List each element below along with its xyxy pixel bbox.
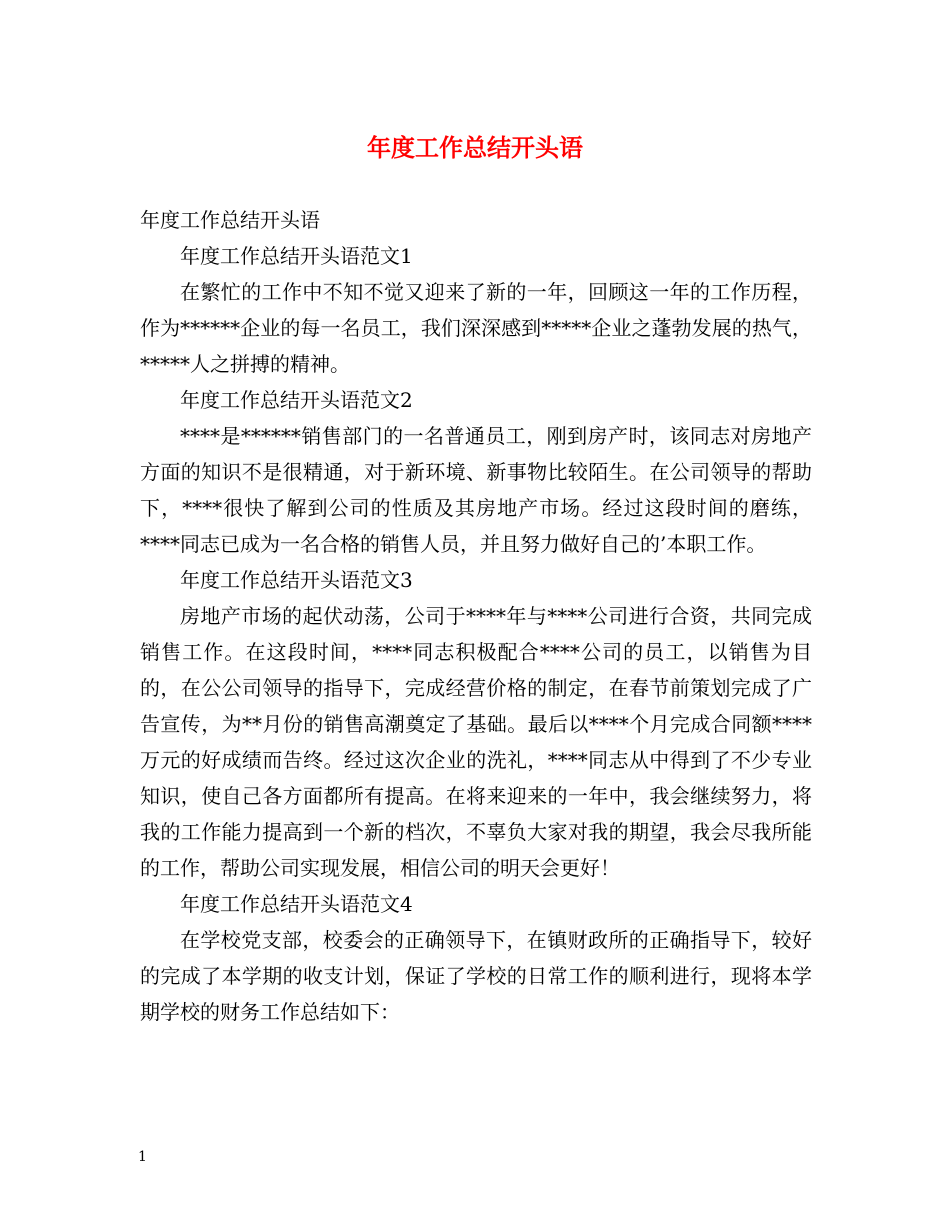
section-heading-1: 年度工作总结开头语范文1 <box>180 244 413 268</box>
document-title: 年度工作总结开头语 <box>367 133 583 162</box>
document-body <box>140 202 812 1030</box>
paragraph-1: 在繁忙的工作中不知不觉又迎来了新的一年，回顾这一年的工作历程，作为******企业的每一名员工，我们深深感到*****企业之蓬勃发展的热气，*****人之拼搏的精神。 <box>140 280 812 376</box>
section-heading-4: 年度工作总结开头语范文4 <box>180 892 413 916</box>
page-number: 1 <box>138 1149 147 1165</box>
paragraph-3: 房地产市场的起伏动荡，公司于****年与****公司进行合资，共同完成销售工作。在这段时间，****同志积极配合****公司的员工，以销售为目的，在公公司领导的指导下，完成经营价格的制定，在春节前策划完成了广告宣传，为**月份的销售高潮奠定了基础。最后以****个月完成合同额****万元的好成绩而告终。经过这次企业的洗礼，****同志从中得到了不少专业知识，使自己各方面都所有提高。在将来迎来的一年中，我会继续努力，将我的工作能力提高到一个新的档次，不辜负大家对我的期望，我会尽我所能的工作，帮助公司实现发展，相信公司的明天会更好！ <box>140 604 812 880</box>
section-heading-2: 年度工作总结开头语范文2 <box>180 388 413 412</box>
body-heading: 年度工作总结开头语 <box>140 208 320 232</box>
section-heading-3: 年度工作总结开头语范文3 <box>180 568 413 592</box>
paragraph-2: ****是******销售部门的一名普通员工，刚到房产时，该同志对房地产方面的知识不是很精通，对于新环境、新事物比较陌生。在公司领导的帮助下，****很快了解到公司的性质及其房地产市场。经过这段时间的磨练，****同志已成为一名合格的销售人员，并且努力做好自己的’本职工作。 <box>140 424 812 556</box>
paragraph-4: 在学校党支部，校委会的正确领导下，在镇财政所的正确指导下，较好的完成了本学期的收支计划，保证了学校的日常工作的顺利进行，现将本学期学校的财务工作总结如下： <box>140 928 812 1024</box>
